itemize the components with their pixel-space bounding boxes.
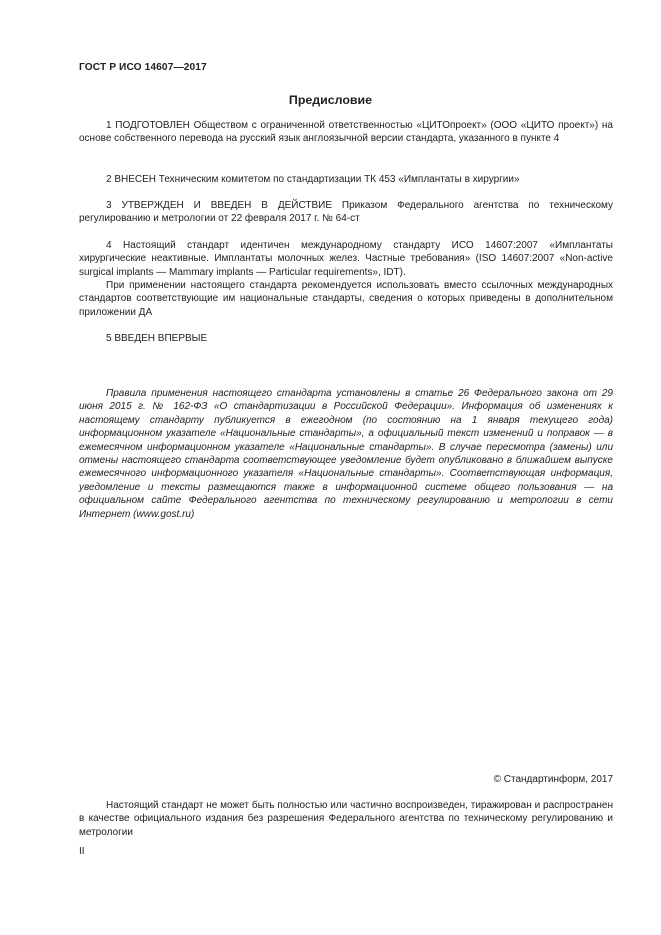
foreword-item-3: 3 УТВЕРЖДЕН И ВВЕДЕН В ДЕЙСТВИЕ Приказом Федерального агентства по техническому регулированию и метрологии от 22 февраля 2017 г. № 64-ст [79, 200, 613, 225]
foreword-item-4: 4 Настоящий стандарт идентичен международному стандарту ИСО 14607:2007 «Имплантаты хирургические неактивные. Имплантаты молочных желез. Частные требования» (ISO 14607:2007 «Non-active surgical implants — Mammary implants — Particular requirements», IDT). [79, 240, 613, 278]
page-number: II [79, 846, 85, 857]
reproduction-notice: Настоящий стандарт не может быть полностью или частично воспроизведен, тиражирован и распространен в качестве официального издания без разрешения Федерального агентства по техническому регулированию и метрологии [79, 800, 613, 838]
foreword-item-2: 2 ВНЕСЕН Техническим комитетом по стандартизации ТК 453 «Имплантаты в хирургии» [106, 174, 520, 185]
foreword-item-5: 5 ВВЕДЕН ВПЕРВЫЕ [106, 333, 208, 344]
rules-notice: Правила применения настоящего стандарта установлены в статье 26 Федерального закона от 29 июня 2015 г. № 162-ФЗ «О стандартизации в Российской Федерации». Информация об изменениях к настоящему стандарту публикуется в ежегодном (по состоянию на 1 января текущего года) информационном указателе «Национальные стандарты», а официальный текст изменений и поправок — в ежемесячном информационном указателе «Национальные стандарты». В случае пересмотра (замены) или отмены настоящего стандарта соответствующее уведомление будет опубликовано в ближайшем выпуске ежемесячного информационного указателя «Национальные стандарты». Соответствующая информация, уведомление и тексты размещаются также в информационной системе общего пользования — на официальном сайте Федерального агентства по техническому регулированию и метрологии в сети Интернет (www.gost.ru) [79, 388, 613, 520]
copyright-line: © Стандартинформ, 2017 [493, 774, 613, 785]
foreword-item-4-note: При применении настоящего стандарта рекомендуется использовать вместо ссылочных международных стандартов соответствующие им национальные стандарты, сведения о которых приведены в дополнительном приложении ДА [79, 280, 613, 318]
foreword-title: Предисловие [288, 93, 373, 107]
standard-code-header: ГОСТ Р ИСО 14607—2017 [79, 62, 207, 73]
foreword-item-1: 1 ПОДГОТОВЛЕН Обществом с ограниченной ответственностью «ЦИТОпроект» (ООО «ЦИТО проект») на основе собственного перевода на русский язык англоязычной версии стандарта, указанного в пункте 4 [79, 120, 613, 145]
